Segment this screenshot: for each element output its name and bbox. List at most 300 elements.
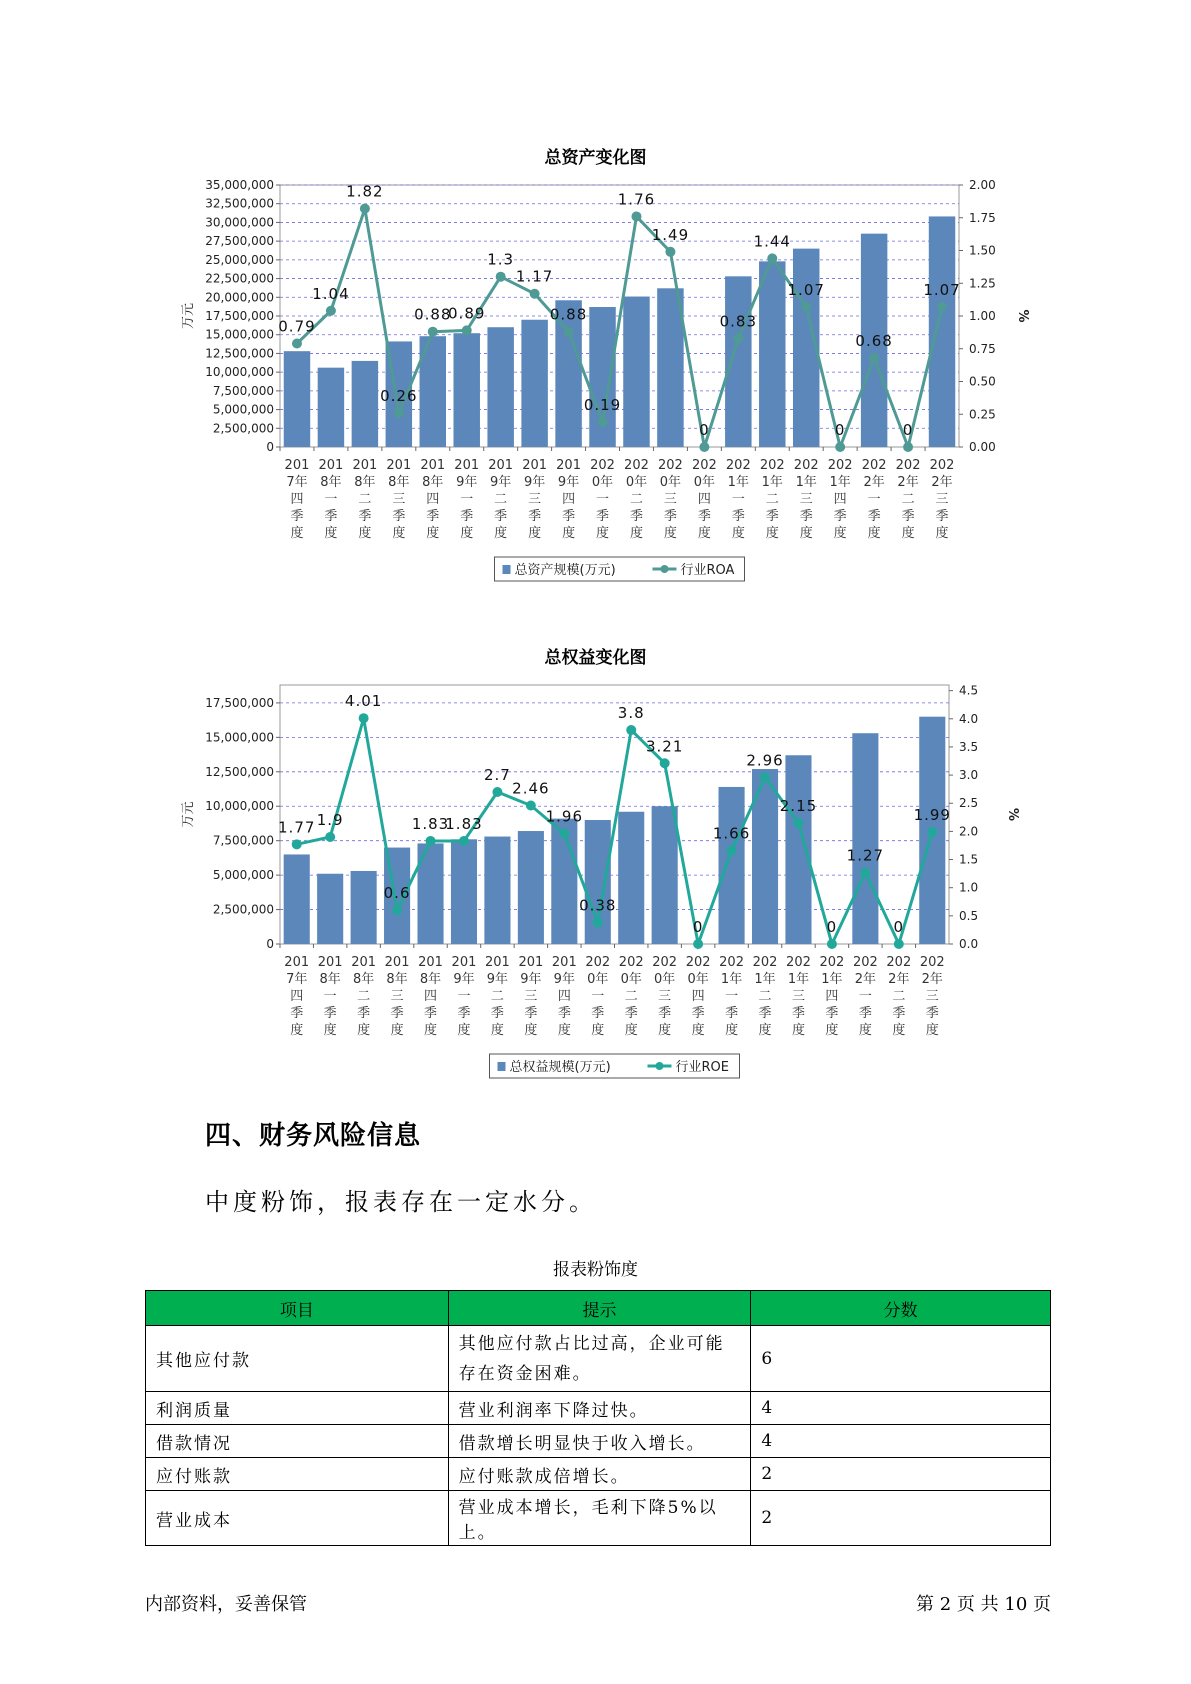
line-point [492,787,502,797]
bar [725,276,751,447]
data-label: 2.15 [779,796,818,815]
y2-tick-label: 1.00 [969,309,996,323]
x-tick-label: 二 [490,989,504,1004]
x-tick-label: 季 [658,1006,672,1021]
x-tick-label: 三 [791,989,805,1004]
x-tick-label: 201 [284,955,310,970]
x-tick-label: 度 [658,1023,672,1038]
line-point [426,836,436,846]
x-tick-label: 四 [697,492,711,507]
line-point [767,253,777,263]
legend-swatch-dot [661,565,669,573]
y-tick-label: 0 [266,440,274,454]
x-tick-label: 四 [426,492,440,507]
line-point [699,442,709,452]
y-tick-label: 12,500,000 [205,764,274,779]
x-tick-label: 度 [426,526,440,541]
x-tick-label: 201 [451,955,477,970]
line-point [325,832,335,842]
x-tick-label: 9年 [456,475,478,490]
data-label: 0.68 [855,331,893,350]
x-tick-label: 一 [725,989,739,1004]
x-tick-label: 0年 [620,972,642,987]
legend-label-line: 行业ROE [675,1060,729,1075]
bar [484,837,510,944]
x-tick-label: 1年 [787,972,810,987]
cell-score: 4 [751,1392,1051,1425]
x-tick-label: 一 [324,492,338,507]
x-tick-label: 202 [929,458,955,473]
legend-label-bar: 总权益规模(万元) [509,1060,611,1075]
x-tick-label: 季 [925,1006,939,1021]
x-tick-label: 9年 [557,475,580,490]
x-tick-label: 7年 [286,475,308,490]
cell-hint: 借款增长明显快于收入增长。 [448,1425,751,1458]
table-row [146,1458,1051,1491]
y-tick-label: 5,000,000 [212,402,274,417]
x-tick-label: 季 [901,509,915,524]
y-tick-label: 30,000,000 [205,215,274,230]
line-point [392,905,402,915]
x-tick-label: 度 [867,526,881,541]
legend-label-line: 行业ROA [680,563,735,578]
cell-hint: 应付账款成倍增长。 [448,1458,751,1491]
x-tick-label: 三 [528,492,542,507]
line-point [894,939,904,949]
y2-tick-label: 1.25 [969,276,996,291]
x-tick-label: 2年 [921,972,943,987]
x-tick-label: 0年 [591,475,614,490]
legend-swatch-bar [503,565,511,574]
x-tick-label: 201 [485,955,510,970]
x-tick-label: 度 [765,526,779,541]
data-label: 1.07 [787,280,825,299]
x-tick-label: 度 [392,526,406,541]
y-tick-label: 27,500,000 [205,234,274,249]
x-tick-label: 201 [386,458,412,473]
legend-swatch-bar [498,1062,506,1071]
data-label: 2.7 [483,765,511,784]
x-tick-label: 201 [518,955,544,970]
bar [351,871,377,944]
line-point [665,247,675,257]
bar [518,831,544,944]
x-tick-label: 一 [858,989,872,1004]
x-tick-label: 四 [557,989,571,1004]
y-tick-label: 12,500,000 [205,346,274,361]
line-point [292,839,302,849]
x-tick-label: 四 [825,989,839,1004]
x-tick-label: 季 [557,1006,571,1021]
y-tick-label: 22,500,000 [205,271,274,286]
y2-axis-label: % [1015,309,1030,323]
bar [852,733,878,944]
y2-tick-label: 4.5 [959,683,979,698]
x-tick-label: 201 [351,955,377,970]
line-point [793,818,803,828]
line-point [827,939,837,949]
x-tick-label: 二 [765,492,779,507]
y2-tick-label: 1.50 [969,243,996,258]
cell-score: 2 [751,1458,1051,1491]
y2-tick-label: 1.5 [959,852,979,867]
x-tick-label: 度 [524,1023,538,1038]
x-tick-label: 季 [663,509,677,524]
x-tick-label: 8年 [419,972,442,987]
chart-title-equity: 总权益变化图 [544,648,647,668]
line-point [394,408,404,418]
y-tick-label: 15,000,000 [205,730,274,745]
bar [352,361,378,447]
x-tick-label: 201 [284,458,310,473]
bar [487,327,513,447]
data-label: 1.07 [923,280,961,299]
y2-tick-label: 3.5 [959,739,979,754]
x-tick-label: 二 [624,989,638,1004]
x-tick-label: 季 [528,509,542,524]
x-tick-label: 201 [418,955,443,970]
data-label: 3.8 [617,704,645,723]
line-point [530,289,540,299]
data-label: 1.44 [753,232,791,251]
line-point [660,758,670,768]
x-tick-label: 202 [827,458,853,473]
bar [451,839,477,944]
y-tick-label: 2,500,000 [212,421,274,436]
line-point [593,918,603,928]
x-tick-label: 三 [524,989,538,1004]
line-point [860,867,870,877]
x-tick-label: 202 [719,955,744,970]
y-tick-label: 10,000,000 [205,365,274,380]
x-tick-label: 1年 [821,972,843,987]
x-tick-label: 季 [629,509,643,524]
y2-axis-label: % [1005,807,1020,822]
y-tick-label: 35,000,000 [205,178,274,192]
x-tick-label: 度 [833,526,847,541]
cell-score: 2 [751,1491,1051,1546]
x-tick-label: 2年 [863,475,885,490]
x-tick-label: 季 [426,509,440,524]
cell-item: 借款情况 [146,1425,449,1458]
x-tick-label: 三 [935,492,949,507]
line-point [559,829,569,839]
x-tick-label: 201 [556,458,581,473]
x-tick-label: 季 [424,1006,438,1021]
x-tick-label: 1年 [727,475,749,490]
bar [453,333,479,447]
data-label: 0 [893,918,905,936]
x-tick-label: 季 [791,1006,805,1021]
y2-tick-label: 2.5 [959,796,979,811]
y2-tick-label: 1.0 [959,880,979,895]
data-label: 1.76 [617,190,656,209]
data-label: 1.77 [278,818,316,837]
bar [759,261,785,447]
x-tick-label: 1年 [761,475,783,490]
x-tick-label: 一 [457,989,471,1004]
x-tick-label: 1年 [795,475,817,490]
x-tick-label: 7年 [286,972,308,987]
x-tick-label: 度 [596,526,610,541]
x-tick-label: 202 [919,955,945,970]
x-tick-label: 0年 [659,475,682,490]
data-label: 0 [699,421,710,439]
x-tick-label: 季 [490,1006,504,1021]
table-row [146,1425,1051,1458]
x-tick-label: 度 [358,526,372,541]
data-label: 1.83 [445,814,483,833]
x-tick-label: 度 [758,1023,772,1038]
cell-score: 6 [751,1326,1051,1392]
x-tick-label: 度 [357,1023,371,1038]
x-tick-label: 202 [852,955,878,970]
x-tick-label: 季 [392,509,406,524]
data-label: 1.04 [312,284,350,303]
x-tick-label: 一 [596,492,610,507]
y2-tick-label: 0.5 [959,908,979,923]
x-tick-label: 2年 [888,972,910,987]
x-tick-label: 201 [488,458,514,473]
x-tick-label: 一 [867,492,881,507]
x-tick-label: 度 [591,1023,605,1038]
data-label: 0.79 [278,317,316,336]
data-label: 0.26 [380,386,418,405]
x-tick-label: 度 [791,1023,805,1038]
x-tick-label: 度 [925,1023,939,1038]
x-tick-label: 四 [691,989,705,1004]
total-assets-chart [0,170,1191,590]
x-tick-label: 8年 [320,475,342,490]
x-tick-label: 季 [290,509,304,524]
y-tick-label: 15,000,000 [205,327,274,342]
bar [785,755,811,944]
x-tick-label: 季 [935,509,949,524]
line-point [903,442,913,452]
x-tick-label: 度 [557,1023,571,1038]
x-tick-label: 二 [629,492,643,507]
table-caption: 报表粉饰度 [553,1260,638,1280]
cell-hint: 其他应付款占比过高，企业可能存在资金困难。 [448,1326,751,1392]
line-point [564,327,574,337]
x-tick-label: 度 [323,1023,337,1038]
y-tick-label: 7,500,000 [212,383,274,398]
x-tick-label: 三 [799,492,813,507]
x-tick-label: 8年 [352,972,375,987]
x-tick-label: 三 [663,492,677,507]
line-point [462,325,472,335]
x-tick-label: 202 [658,458,683,473]
footer-confidential: 内部资料，妥善保管 [145,1594,307,1615]
total-equity-chart [0,672,1191,1092]
x-tick-label: 202 [861,458,887,473]
y-tick-label: 2,500,000 [212,902,274,917]
x-tick-label: 季 [494,509,508,524]
data-label: 1.9 [316,811,344,830]
x-tick-label: 2年 [897,475,919,490]
x-tick-label: 度 [629,526,643,541]
x-tick-label: 季 [591,1006,605,1021]
x-tick-label: 202 [725,458,751,473]
x-tick-label: 季 [697,509,711,524]
x-tick-label: 季 [624,1006,638,1021]
bar [284,854,310,944]
x-tick-label: 9年 [520,972,542,987]
y-tick-label: 5,000,000 [212,868,274,883]
line-point [292,339,302,349]
data-label: 2.46 [512,779,550,798]
data-label: 0.88 [549,305,588,324]
x-tick-label: 8年 [388,475,410,490]
x-tick-label: 四 [833,492,847,507]
data-label: 1.66 [712,824,751,843]
x-tick-label: 三 [390,989,404,1004]
x-tick-label: 季 [324,509,338,524]
x-tick-label: 度 [460,526,474,541]
x-tick-label: 1年 [829,475,851,490]
cell-item: 应付账款 [146,1458,449,1491]
bar [652,806,678,944]
x-tick-label: 202 [624,458,649,473]
y-tick-label: 25,000,000 [205,252,274,267]
bar [929,216,955,447]
data-label: 0.89 [448,304,486,323]
x-tick-label: 一 [731,492,745,507]
x-tick-label: 201 [384,955,410,970]
x-tick-label: 度 [691,1023,705,1038]
bar [318,368,344,447]
cell-score: 4 [751,1425,1051,1458]
header-score: 分数 [751,1291,1051,1326]
y2-tick-label: 0.25 [969,407,996,422]
x-tick-label: 度 [799,526,813,541]
cell-item: 其他应付款 [146,1326,449,1392]
x-tick-label: 9年 [523,475,546,490]
x-tick-label: 202 [895,458,921,473]
x-tick-label: 201 [318,458,344,473]
data-label: 1.99 [913,805,951,824]
data-label: 0 [826,918,838,936]
x-tick-label: 二 [358,492,372,507]
y-tick-label: 0 [266,937,274,951]
x-tick-label: 度 [892,1023,906,1038]
x-tick-label: 三 [925,989,939,1004]
data-label: 3.21 [645,737,684,756]
y2-tick-label: 2.00 [969,178,996,192]
x-tick-label: 度 [290,526,304,541]
y-tick-label: 32,500,000 [205,196,274,211]
x-tick-label: 9年 [486,972,509,987]
line-point [733,333,743,343]
y-tick-label: 17,500,000 [205,695,274,710]
x-tick-label: 一 [323,989,337,1004]
x-tick-label: 201 [551,955,577,970]
x-tick-label: 季 [357,1006,371,1021]
bar [317,874,343,944]
y-tick-label: 17,500,000 [205,309,274,323]
x-tick-label: 202 [691,458,717,473]
x-tick-label: 季 [892,1006,906,1021]
x-tick-label: 202 [819,955,845,970]
x-tick-label: 度 [290,1023,304,1038]
x-tick-label: 8年 [354,475,376,490]
x-tick-label: 201 [522,458,548,473]
x-tick-label: 202 [786,955,811,970]
x-tick-label: 季 [833,509,847,524]
bar [521,320,547,447]
x-tick-label: 季 [390,1006,404,1021]
y2-tick-label: 2.0 [959,824,979,839]
data-label: 2.96 [746,751,784,770]
line-point [801,302,811,312]
x-tick-label: 0年 [693,475,716,490]
cell-item: 营业成本 [146,1491,449,1546]
header-item: 项目 [146,1291,449,1326]
x-tick-label: 度 [624,1023,638,1038]
bar [623,297,649,447]
x-tick-label: 季 [290,1006,304,1021]
x-tick-label: 8年 [386,972,408,987]
y-tick-label: 10,000,000 [205,799,274,814]
x-tick-label: 0年 [654,972,676,987]
x-tick-label: 四 [290,989,304,1004]
y-axis-label: 万元 [181,801,196,828]
data-label: 0.38 [579,896,617,915]
y-axis-label: 万元 [181,302,196,330]
x-tick-label: 季 [867,509,881,524]
x-tick-label: 度 [494,526,508,541]
x-tick-label: 9年 [490,475,512,490]
data-label: 4.01 [344,692,383,711]
bar [618,812,644,944]
x-tick-label: 季 [725,1006,739,1021]
x-tick-label: 度 [725,1023,739,1038]
x-tick-label: 度 [663,526,677,541]
x-tick-label: 二 [901,492,915,507]
y2-tick-label: 3.0 [959,768,979,783]
x-tick-label: 202 [618,955,644,970]
x-tick-label: 季 [825,1006,839,1021]
x-tick-label: 三 [658,989,672,1004]
x-tick-label: 201 [352,458,378,473]
x-tick-label: 201 [454,458,480,473]
x-tick-label: 度 [825,1023,839,1038]
data-label: 1.17 [515,267,554,286]
x-tick-label: 二 [758,989,772,1004]
x-tick-label: 四 [290,492,304,507]
y-tick-label: 20,000,000 [205,290,274,305]
x-tick-label: 三 [392,492,406,507]
cell-hint: 营业成本增长，毛利下降5%以上。 [448,1491,751,1546]
x-tick-label: 季 [691,1006,705,1021]
x-tick-label: 度 [324,526,338,541]
x-tick-label: 度 [390,1023,404,1038]
x-tick-label: 0年 [687,972,709,987]
cell-item: 利润质量 [146,1392,449,1425]
y2-tick-label: 4.0 [959,711,979,726]
x-tick-label: 度 [697,526,711,541]
x-tick-label: 度 [858,1023,872,1038]
section-heading: 四、财务风险信息 [205,1121,422,1151]
data-label: 0.88 [414,305,452,324]
x-tick-label: 季 [562,509,576,524]
line-point [927,827,937,837]
line-point [496,272,506,282]
x-tick-label: 9年 [453,972,475,987]
data-label: 0 [692,918,704,936]
x-tick-label: 季 [524,1006,538,1021]
line-point [693,939,703,949]
